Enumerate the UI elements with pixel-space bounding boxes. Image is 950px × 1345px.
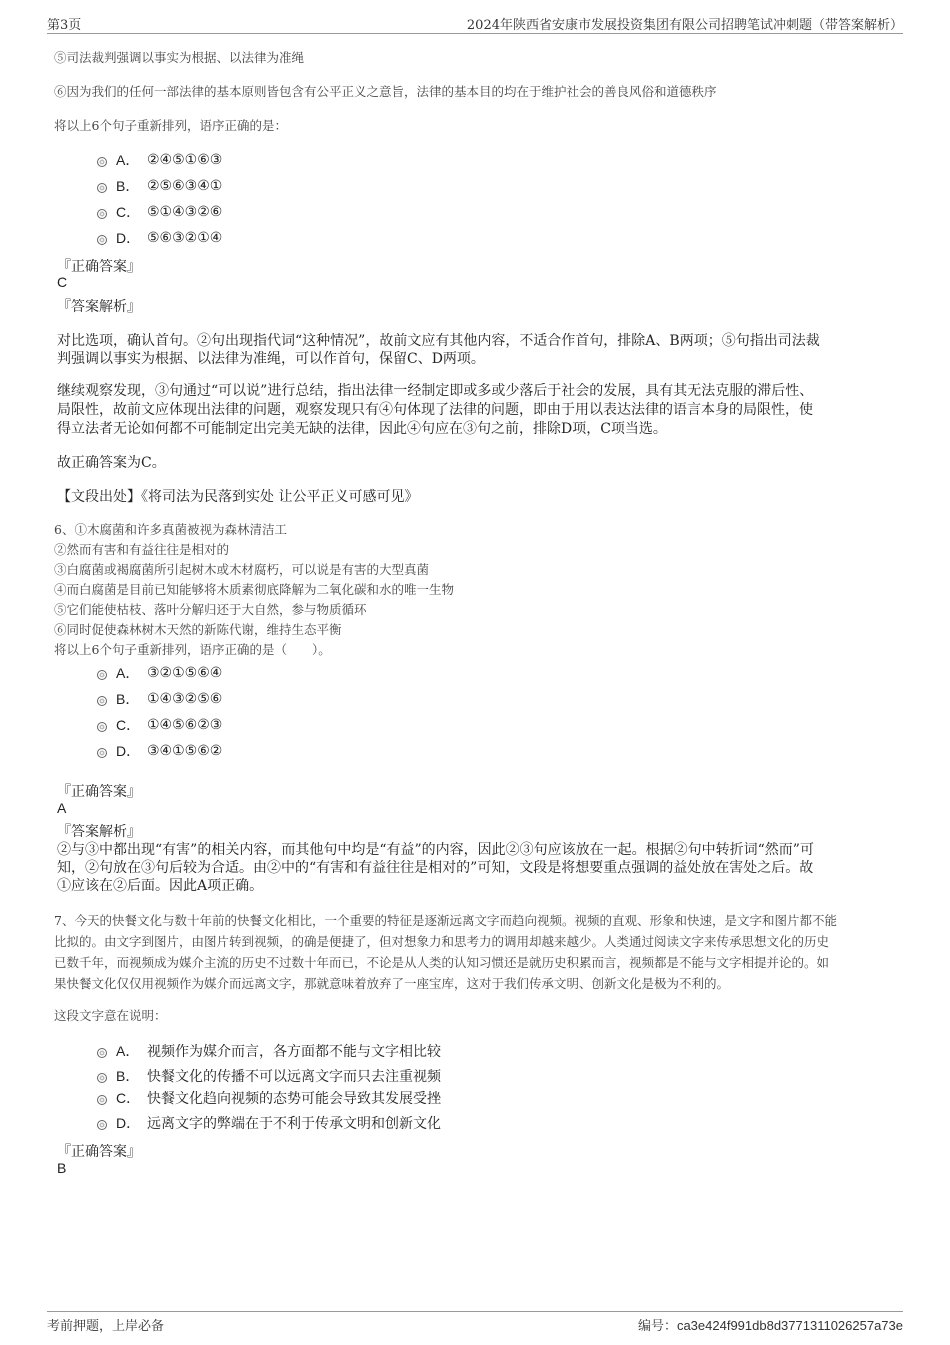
q6-option-b[interactable]: B． ①④③②⑤⑥ bbox=[97, 689, 222, 709]
q6-analysis-line1: ②与③中都出现“有害”的相关内容，而其他句中均是“有益”的内容，因此②③句应该放在一起。根据②句中转折词“然而”可 bbox=[57, 842, 814, 858]
q6-sentence-3: ③白腐菌或褐腐菌所引起树木或木材腐朽，可以说是有害的大型真菌 bbox=[54, 562, 430, 577]
radio-icon[interactable] bbox=[97, 209, 107, 219]
q6-analysis-line3: ①应该在②后面。因此A项正确。 bbox=[57, 878, 264, 894]
radio-icon[interactable] bbox=[97, 748, 107, 758]
q5-sentence-6: ⑥因为我们的任何一部法律的基本原则皆包含有公平正义之意旨，法律的基本目的均在于维护社会的善良风俗和道德秩序 bbox=[54, 84, 717, 99]
serial-number: ca3e424f991db8d3771311026257a73e bbox=[676, 1318, 903, 1333]
q7-passage-line3: 已数千年，而视频成为媒介主流的历史不过数十年而已，不论是从人类的认知习惯还是就历史积累而言，视频都是不能与文字相提并论的。如 bbox=[54, 955, 830, 970]
q7-passage-line1: 7、今天的快餐文化与数十年前的快餐文化相比，一个重要的特征是逐渐远离文字而趋向视频。视频的直观、形象和快速，是文字和图片都不能 bbox=[54, 913, 837, 928]
q7-passage-line2: 比拟的。由文字到图片，由图片转到视频，的确是便捷了，但对想象力和思考力的调用却越来越少。人类通过阅读文字来传承思想文化的历史 bbox=[54, 934, 830, 949]
q6-sentence-4: ④而白腐菌是目前已知能够将木质素彻底降解为二氧化碳和水的唯一生物 bbox=[54, 582, 455, 597]
radio-icon[interactable] bbox=[97, 696, 107, 706]
q5-option-c[interactable]: C． ⑤①④③②⑥ bbox=[97, 202, 222, 222]
q5-analysis-p2-line2: 局限性，故前文应体现出法律的问题，观察发现只有④句体现了法律的问题，即由于用以表达法律的语言本身的局限性，使 bbox=[57, 402, 813, 418]
q6-sentence-6: ⑥同时促使森林树木天然的新陈代谢，维持生态平衡 bbox=[54, 622, 342, 637]
q6-answer-label: 『正确答案』 bbox=[57, 784, 141, 800]
q7-passage-line4: 果快餐文化仅仅用视频作为媒介而远离文字，那就意味着放弃了一座宝库，这对于我们传承文明、创新文化是极为不利的。 bbox=[54, 976, 730, 991]
q6-analysis-label: 『答案解析』 bbox=[57, 824, 141, 840]
document-title: 2024年陕西省安康市发展投资集团有限公司招聘笔试冲刺题（带答案解析） bbox=[466, 18, 903, 33]
q7-option-d[interactable]: D． 远离文字的弊端在于不利于传承文明和创新文化 bbox=[97, 1113, 441, 1133]
footer-slogan: 考前押题，上岸必备 bbox=[47, 1319, 165, 1334]
q5-analysis-p2-line1: 继续观察发现，③句通过“可以说”进行总结，指出法律一经制定即或多或少落后于社会的发展，具有其无法克服的滞后性、 bbox=[57, 383, 814, 399]
footer-serial bbox=[638, 1315, 903, 1334]
q5-analysis-label: 『答案解析』 bbox=[57, 299, 141, 315]
q5-analysis-p1-line1: 对比选项，确认首句。②句出现指代词“这种情况”，故前文应有其他内容，不适合作首句，排除A、B两项；⑤句指出司法裁 bbox=[57, 333, 820, 349]
radio-icon[interactable] bbox=[97, 157, 107, 167]
q6-prompt: 将以上6个句子重新排列，语序正确的是（ ）。 bbox=[54, 642, 331, 657]
q6-title: 6、①木腐菌和许多真菌被视为森林清洁工 bbox=[54, 522, 287, 537]
q6-option-c[interactable]: C． ①④⑤⑥②③ bbox=[97, 715, 222, 735]
radio-icon[interactable] bbox=[97, 183, 107, 193]
q5-analysis-p2-line3: 得立法者无论如何都不可能制定出完美无缺的法律，因此④句应在③句之前，排除D项，C项当选。 bbox=[57, 421, 667, 437]
q5-prompt: 将以上6个句子重新排列，语序正确的是： bbox=[54, 118, 287, 133]
q5-option-d[interactable]: D． ⑤⑥③②①④ bbox=[97, 228, 222, 248]
radio-icon[interactable] bbox=[97, 722, 107, 732]
q6-answer: A bbox=[57, 800, 67, 816]
radio-icon[interactable] bbox=[97, 1120, 107, 1130]
page-number: 第3页 bbox=[47, 18, 82, 33]
radio-icon[interactable] bbox=[97, 1095, 107, 1105]
q5-source: 【文段出处】《将司法为民落到实处 让公平正义可感可见》 bbox=[57, 489, 419, 505]
q5-answer: C bbox=[57, 274, 68, 290]
q5-option-b[interactable]: B． ②⑤⑥③④① bbox=[97, 176, 222, 196]
q6-option-a[interactable]: A． ③②①⑤⑥④ bbox=[97, 663, 222, 683]
q5-conclusion: 故正确答案为C。 bbox=[57, 455, 166, 471]
radio-icon[interactable] bbox=[97, 1073, 107, 1083]
q6-sentence-2: ②然而有害和有益往往是相对的 bbox=[54, 542, 230, 557]
q7-prompt: 这段文字意在说明： bbox=[54, 1008, 167, 1023]
q5-option-a[interactable]: A． ②④⑤①⑥③ bbox=[97, 150, 222, 170]
serial-label: 编号： bbox=[637, 1319, 677, 1334]
q6-analysis-line2: 知，②句放在③句后较为合适。由②中的“有害和有益往往是相对的”可知，文段是将想要重点强调的益处放在害处之后。故 bbox=[57, 860, 814, 876]
q7-option-c[interactable]: C． 快餐文化趋向视频的态势可能会导致其发展受挫 bbox=[97, 1088, 441, 1108]
q7-option-b[interactable]: B． 快餐文化的传播不可以远离文字而只去注重视频 bbox=[97, 1066, 441, 1086]
radio-icon[interactable] bbox=[97, 670, 107, 680]
q5-analysis-p1-line2: 判强调以事实为根据、以法律为准绳，可以作首句，保留C、D两项。 bbox=[57, 351, 485, 367]
q5-answer-label: 『正确答案』 bbox=[57, 259, 141, 275]
q7-answer: B bbox=[57, 1160, 67, 1176]
q7-option-a[interactable]: A． 视频作为媒介而言，各方面都不能与文字相比较 bbox=[97, 1041, 441, 1061]
radio-icon[interactable] bbox=[97, 235, 107, 245]
q5-sentence-5: ⑤司法裁判强调以事实为根据、以法律为准绳 bbox=[54, 50, 305, 65]
q6-option-d[interactable]: D． ③④①⑤⑥② bbox=[97, 741, 222, 761]
q7-answer-label: 『正确答案』 bbox=[57, 1144, 141, 1160]
footer-divider bbox=[47, 1311, 903, 1312]
radio-icon[interactable] bbox=[97, 1048, 107, 1058]
q6-sentence-5: ⑤它们能使枯枝、落叶分解归还于大自然，参与物质循环 bbox=[54, 602, 367, 617]
header-divider bbox=[47, 33, 903, 34]
